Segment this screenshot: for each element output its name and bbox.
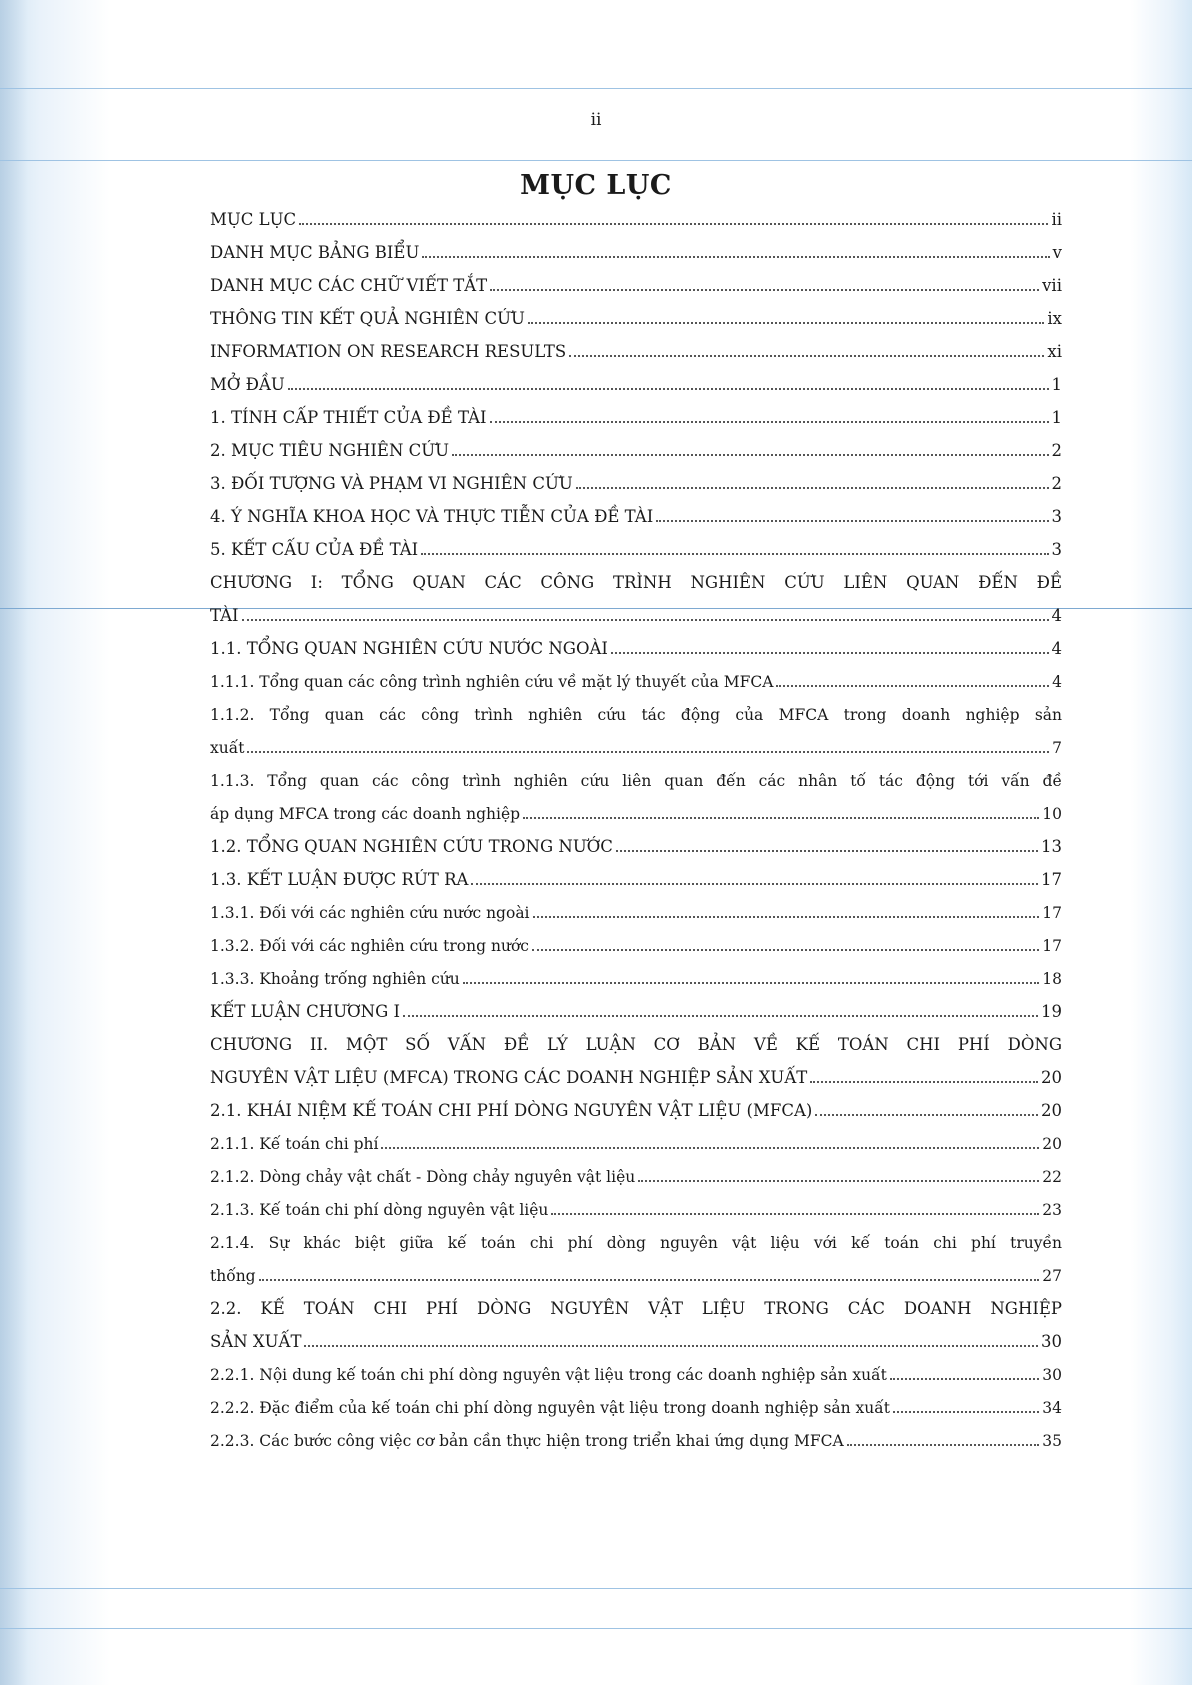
toc-entry[interactable]: MỤC LỤC ii <box>210 210 1062 229</box>
scan-line <box>0 160 1192 161</box>
toc-entry[interactable]: 1.3. KẾT LUẬN ĐƯỢC RÚT RA 17 <box>210 870 1062 889</box>
toc-entry[interactable]: CHƯƠNG II. MỘT SỐ VẤN ĐỀ LÝ LUẬN CƠ BẢN VỀ KẾ TOÁN CHI PHÍ DÒNG NGUYÊN VẬT LIỆU (MFCA) TRONG CÁC DOANH NGHIỆP SẢN XUẤT 20 <box>210 1035 1062 1087</box>
toc-entry[interactable]: 2.1.1. Kế toán chi phí 20 <box>210 1135 1062 1153</box>
page-number: ii <box>590 110 602 130</box>
toc-entry[interactable]: 2. MỤC TIÊU NGHIÊN CỨU 2 <box>210 441 1062 460</box>
page-title: MỤC LỤC <box>520 170 672 201</box>
toc-entry[interactable]: 2.2.1. Nội dung kế toán chi phí dòng nguyên vật liệu trong các doanh nghiệp sản xuất 30 <box>210 1366 1062 1384</box>
toc-entry[interactable]: 1.3.1. Đối với các nghiên cứu nước ngoài 17 <box>210 904 1062 922</box>
scan-edge-shadow <box>0 0 28 1685</box>
toc-entry[interactable]: 1. TÍNH CẤP THIẾT CỦA ĐỀ TÀI 1 <box>210 408 1062 427</box>
toc-entry[interactable]: 4. Ý NGHĨA KHOA HỌC VÀ THỰC TIỄN CỦA ĐỀ TÀI 3 <box>210 507 1062 526</box>
toc-entry[interactable]: 1.2. TỔNG QUAN NGHIÊN CỨU TRONG NƯỚC 13 <box>210 837 1062 856</box>
toc-entry[interactable]: DANH MỤC BẢNG BIỂU v <box>210 243 1062 262</box>
toc-entry[interactable]: 1.1.1. Tổng quan các công trình nghiên cứu về mặt lý thuyết của MFCA 4 <box>210 673 1062 691</box>
toc-entry[interactable]: KẾT LUẬN CHƯƠNG I 19 <box>210 1002 1062 1021</box>
toc-entry[interactable]: 2.1.3. Kế toán chi phí dòng nguyên vật liệu 23 <box>210 1201 1062 1219</box>
toc-entry[interactable]: 1.1.3. Tổng quan các công trình nghiên cứu liên quan đến các nhân tố tác động tới vấn đề áp dụng MFCA trong các doanh nghiệp 10 <box>210 772 1062 823</box>
toc-entry[interactable]: 1.3.3. Khoảng trống nghiên cứu 18 <box>210 970 1062 988</box>
toc-entry[interactable]: CHƯƠNG I: TỔNG QUAN CÁC CÔNG TRÌNH NGHIÊN CỨU LIÊN QUAN ĐẾN ĐỀ TÀI 4 <box>210 573 1062 625</box>
scan-line <box>0 1628 1192 1629</box>
toc-entry[interactable]: 2.1.4. Sự khác biệt giữa kế toán chi phí dòng nguyên vật liệu với kế toán chi phí truyền thống 27 <box>210 1234 1062 1285</box>
table-of-contents <box>210 210 1062 1464</box>
scan-line <box>0 1588 1192 1589</box>
scan-line <box>0 88 1192 89</box>
toc-entry[interactable]: INFORMATION ON RESEARCH RESULTS xi <box>210 342 1062 361</box>
toc-entry[interactable]: 2.2.3. Các bước công việc cơ bản cần thực hiện trong triển khai ứng dụng MFCA 35 <box>210 1432 1062 1450</box>
toc-entry[interactable]: 2.2. KẾ TOÁN CHI PHÍ DÒNG NGUYÊN VẬT LIỆU TRONG CÁC DOANH NGHIỆP SẢN XUẤT 30 <box>210 1299 1062 1351</box>
toc-entry[interactable]: 2.1.2. Dòng chảy vật chất - Dòng chảy nguyên vật liệu 22 <box>210 1168 1062 1186</box>
toc-entry[interactable]: 1.3.2. Đối với các nghiên cứu trong nước 17 <box>210 937 1062 955</box>
toc-entry[interactable]: 2.2.2. Đặc điểm của kế toán chi phí dòng nguyên vật liệu trong doanh nghiệp sản xuất 34 <box>210 1399 1062 1417</box>
toc-entry[interactable]: MỞ ĐẦU 1 <box>210 375 1062 394</box>
toc-entry[interactable]: THÔNG TIN KẾT QUẢ NGHIÊN CỨU ix <box>210 309 1062 328</box>
toc-entry[interactable]: 3. ĐỐI TƯỢNG VÀ PHẠM VI NGHIÊN CỨU 2 <box>210 474 1062 493</box>
toc-entry[interactable]: DANH MỤC CÁC CHỮ VIẾT TẮT vii <box>210 276 1062 295</box>
toc-entry[interactable]: 2.1. KHÁI NIỆM KẾ TOÁN CHI PHÍ DÒNG NGUYÊN VẬT LIỆU (MFCA) 20 <box>210 1101 1062 1120</box>
toc-entry[interactable]: 1.1.2. Tổng quan các công trình nghiên cứu tác động của MFCA trong doanh nghiệp sản xuất 7 <box>210 706 1062 757</box>
toc-entry[interactable]: 5. KẾT CẤU CỦA ĐỀ TÀI 3 <box>210 540 1062 559</box>
toc-entry[interactable]: 1.1. TỔNG QUAN NGHIÊN CỨU NƯỚC NGOÀI 4 <box>210 639 1062 658</box>
